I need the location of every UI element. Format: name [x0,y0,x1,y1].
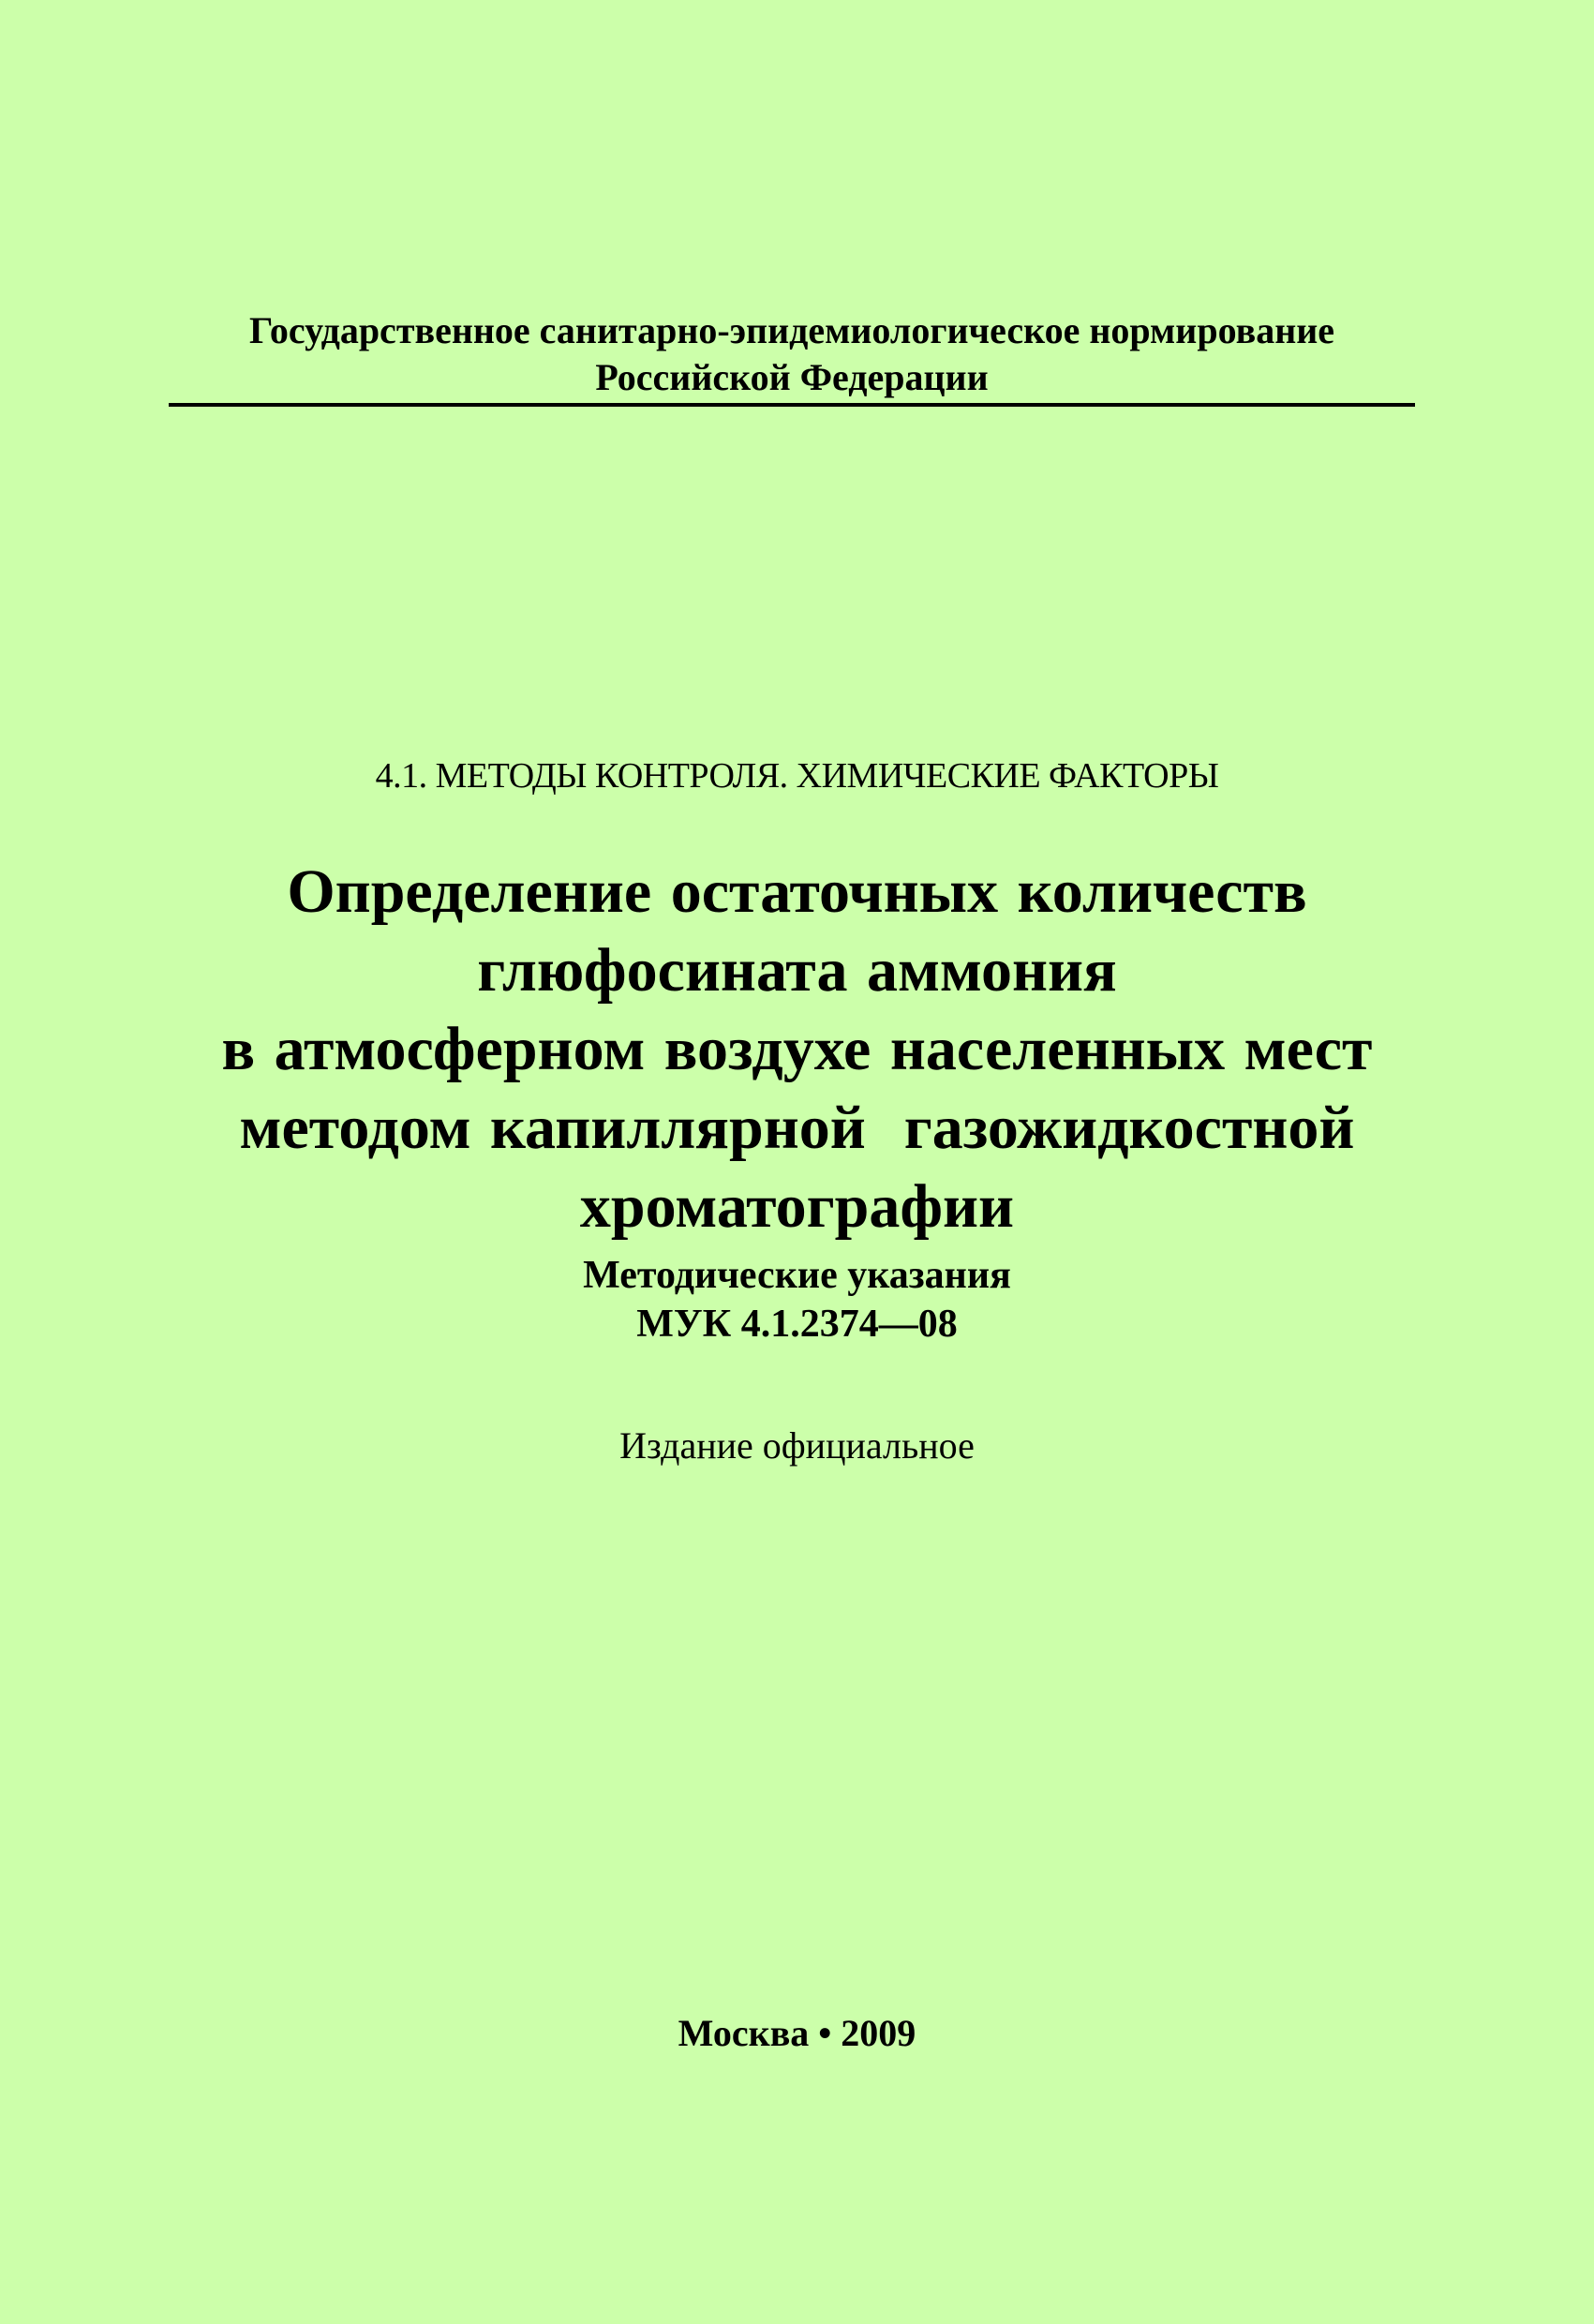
issuing-authority-header [169,307,1415,401]
series-heading: 4.1. МЕТОДЫ КОНТРОЛЯ. ХИМИЧЕСКИЕ ФАКТОРЫ [375,756,1219,796]
header-line-2: Российской Федерации [595,356,989,398]
document-title [141,853,1453,1246]
document-type-label: Методические указания [583,1254,1011,1297]
document-type-block [0,1251,1594,1348]
document-code: МУК 4.1.2374—08 [636,1303,958,1346]
header-divider [169,403,1415,407]
title-line: Определение остаточных количеств [287,857,1307,926]
title-line: хроматографии [579,1172,1015,1241]
title-line: глюфосината аммония [477,936,1117,1005]
title-line: в атмосферном воздухе населенных мест [221,1015,1373,1083]
title-line: методом капиллярной газожидкостной [239,1094,1355,1162]
header-line-1: Государственное санитарно-эпидемиологическое нормирование [248,309,1335,351]
publication-imprint: Москва • 2009 [678,2012,916,2054]
edition-note: Издание официальное [619,1424,975,1467]
